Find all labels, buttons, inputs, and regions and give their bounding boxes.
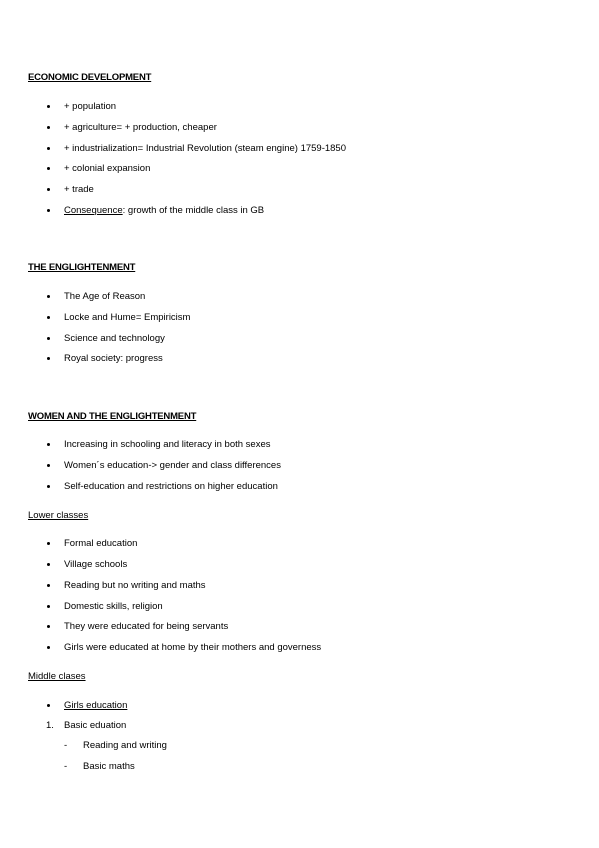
list-item: Village schools (64, 559, 128, 570)
numbered-item: Basic eduation (64, 720, 127, 731)
list-item: They were educated for being servants (64, 621, 229, 632)
list-item: Increasing in schooling and literacy in both sexes (64, 439, 271, 450)
consequence-text: : growth of the middle class in GB (122, 205, 265, 216)
list-item: Domestic skills, religion (64, 601, 163, 612)
bullet-marker (47, 464, 50, 467)
bullet-marker (47, 646, 50, 649)
list-item: Formal education (64, 538, 138, 549)
section-heading-economic-development: ECONOMIC DEVELOPMENT (28, 72, 152, 83)
bullet-marker (47, 563, 50, 566)
list-item: + colonial expansion (64, 163, 151, 174)
list-item: Self-education and restrictions on higher education (64, 481, 278, 492)
bullet-marker (47, 316, 50, 319)
list-item: + trade (64, 184, 94, 195)
bullet-marker (47, 188, 50, 191)
bullet-marker (47, 542, 50, 545)
list-item: Science and technology (64, 333, 165, 344)
bullet-marker (47, 167, 50, 170)
dash-marker: - (64, 740, 68, 751)
bullet-marker (47, 485, 50, 488)
bullet-marker (47, 584, 50, 587)
section-heading-enlightenment: THE ENGLIGHTENMENT (28, 262, 136, 273)
bullet-marker (47, 337, 50, 340)
list-item: Royal society: progress (64, 353, 163, 364)
list-item: Locke and Hume= Empiricism (64, 312, 191, 323)
bullet-marker (47, 625, 50, 628)
dash-item: Basic maths (83, 761, 135, 772)
list-item: The Age of Reason (64, 291, 146, 302)
dash-marker: - (64, 761, 68, 772)
bullet-marker (47, 357, 50, 360)
consequence-label: Consequence (64, 205, 123, 216)
bullet-marker (47, 605, 50, 608)
subheading-middle-classes: Middle clases (28, 671, 86, 682)
bullet-marker (47, 147, 50, 150)
list-item: + industrialization= Industrial Revolution (steam engine) 1759-1850 (64, 143, 347, 154)
list-item: Reading but no writing and maths (64, 580, 206, 591)
bullet-marker (47, 105, 50, 108)
subheading-lower-classes: Lower classes (28, 510, 89, 521)
list-item: Girls were educated at home by their mothers and governess (64, 642, 322, 653)
list-item-girls-education: Girls education (64, 700, 128, 711)
bullet-marker (47, 209, 50, 212)
section-heading-women-enlightenment: WOMEN AND THE ENGLIGHTENMENT (28, 411, 197, 422)
bullet-marker (47, 704, 50, 707)
list-item: Women´s education-> gender and class differences (64, 460, 281, 471)
bullet-marker (47, 295, 50, 298)
numbered-marker: 1. (46, 720, 54, 731)
bullet-marker (47, 126, 50, 129)
dash-item: Reading and writing (83, 740, 167, 751)
bullet-marker (47, 443, 50, 446)
list-item: + population (64, 101, 117, 112)
list-item-consequence (64, 205, 264, 217)
list-item: + agriculture= + production, cheaper (64, 122, 217, 133)
